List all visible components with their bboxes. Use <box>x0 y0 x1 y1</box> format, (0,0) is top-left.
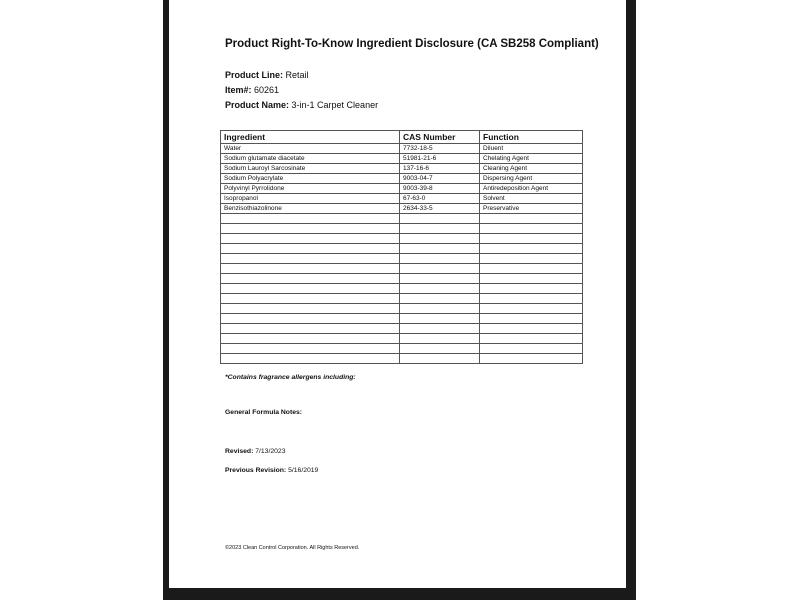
ingredient-cell: Isopropanol <box>221 194 400 204</box>
empty-table-row <box>221 344 583 354</box>
product-name-row <box>225 100 378 110</box>
table-row <box>221 194 583 204</box>
empty-cell <box>400 334 480 344</box>
table-header-row <box>221 131 583 144</box>
ingredient-cell: Sodium glutamate diacetate <box>221 154 400 164</box>
empty-cell <box>480 314 583 324</box>
page-frame-right <box>626 0 636 600</box>
empty-cell <box>400 214 480 224</box>
empty-cell <box>480 274 583 284</box>
empty-cell <box>221 304 400 314</box>
empty-cell <box>221 244 400 254</box>
function-cell: Antiredeposition Agent <box>480 184 583 194</box>
empty-table-row <box>221 304 583 314</box>
ingredient-cell: Sodium Lauroyl Sarcosinate <box>221 164 400 174</box>
cas-number-cell: 2634-33-5 <box>400 204 480 214</box>
cas-number-cell: 7732-18-5 <box>400 144 480 154</box>
empty-cell <box>400 254 480 264</box>
copyright-footer: ©2023 Clean Control Corporation. All Rights Reserved. <box>225 545 360 551</box>
function-cell: Chelating Agent <box>480 154 583 164</box>
empty-table-row <box>221 214 583 224</box>
empty-table-row <box>221 354 583 364</box>
empty-cell <box>480 264 583 274</box>
function-cell: Preservative <box>480 204 583 214</box>
table-row <box>221 184 583 194</box>
previous-revision-date: 5/16/2019 <box>288 467 319 474</box>
empty-cell <box>480 304 583 314</box>
empty-cell <box>400 264 480 274</box>
empty-table-row <box>221 224 583 234</box>
ingredient-cell: Water <box>221 144 400 154</box>
empty-table-row <box>221 334 583 344</box>
product-name-label: Product Name: <box>225 100 290 110</box>
empty-cell <box>221 264 400 274</box>
empty-cell <box>480 284 583 294</box>
revised-row <box>225 448 285 455</box>
header-function: Function <box>480 131 583 144</box>
document-page <box>169 0 626 588</box>
empty-cell <box>221 324 400 334</box>
table-row <box>221 174 583 184</box>
revised-label: Revised: <box>225 448 254 455</box>
empty-cell <box>400 344 480 354</box>
empty-cell <box>400 224 480 234</box>
table-row <box>221 154 583 164</box>
cas-number-cell: 9003-04-7 <box>400 174 480 184</box>
empty-cell <box>400 304 480 314</box>
product-line-value: Retail <box>285 70 309 80</box>
empty-cell <box>221 314 400 324</box>
product-name-value: 3-in-1 Carpet Cleaner <box>291 100 379 110</box>
cas-number-cell: 9003-39-8 <box>400 184 480 194</box>
empty-cell <box>400 234 480 244</box>
table-row <box>221 144 583 154</box>
empty-cell <box>480 214 583 224</box>
empty-table-row <box>221 274 583 284</box>
empty-table-row <box>221 254 583 264</box>
empty-cell <box>221 274 400 284</box>
ingredient-table-body <box>221 144 583 364</box>
function-cell: Solvent <box>480 194 583 204</box>
empty-cell <box>221 334 400 344</box>
empty-cell <box>480 354 583 364</box>
item-number-label: Item#: <box>225 85 252 95</box>
ingredient-table <box>220 130 583 364</box>
product-line-row <box>225 70 309 80</box>
previous-revision-label: Previous Revision: <box>225 467 287 474</box>
function-cell: Diluent <box>480 144 583 154</box>
empty-cell <box>480 254 583 264</box>
empty-table-row <box>221 264 583 274</box>
function-cell: Dispersing Agent <box>480 174 583 184</box>
empty-cell <box>400 314 480 324</box>
empty-cell <box>400 274 480 284</box>
empty-cell <box>221 344 400 354</box>
empty-cell <box>480 244 583 254</box>
table-row <box>221 164 583 174</box>
item-number-value: 60261 <box>254 85 280 95</box>
ingredient-cell: Polyvinyl Pyrrolidone <box>221 184 400 194</box>
empty-cell <box>221 224 400 234</box>
page-frame-bottom <box>163 588 636 600</box>
empty-cell <box>221 254 400 264</box>
ingredient-cell: Benzisothiazolinone <box>221 204 400 214</box>
revised-date: 7/13/2023 <box>255 448 286 455</box>
function-cell: Cleaning Agent <box>480 164 583 174</box>
document-title: Product Right-To-Know Ingredient Disclosure (CA SB258 Compliant) <box>225 38 599 50</box>
empty-cell <box>480 294 583 304</box>
table-row <box>221 204 583 214</box>
empty-table-row <box>221 234 583 244</box>
header-ingredient: Ingredient <box>221 131 400 144</box>
empty-cell <box>400 354 480 364</box>
empty-cell <box>221 284 400 294</box>
empty-cell <box>480 224 583 234</box>
cas-number-cell: 67-63-0 <box>400 194 480 204</box>
item-number-row <box>225 85 279 95</box>
empty-cell <box>221 294 400 304</box>
empty-table-row <box>221 314 583 324</box>
empty-table-row <box>221 244 583 254</box>
empty-cell <box>221 354 400 364</box>
header-cas-number: CAS Number <box>400 131 480 144</box>
empty-cell <box>400 284 480 294</box>
empty-cell <box>480 334 583 344</box>
formula-notes-label: General Formula Notes: <box>225 409 303 416</box>
empty-cell <box>480 344 583 354</box>
previous-revision-row <box>225 467 318 474</box>
empty-cell <box>221 214 400 224</box>
empty-cell <box>400 244 480 254</box>
product-line-label: Product Line: <box>225 70 283 80</box>
empty-table-row <box>221 284 583 294</box>
empty-cell <box>221 234 400 244</box>
ingredient-cell: Sodium Polyacrylate <box>221 174 400 184</box>
empty-cell <box>400 294 480 304</box>
empty-table-row <box>221 294 583 304</box>
empty-cell <box>480 324 583 334</box>
cas-number-cell: 51981-21-6 <box>400 154 480 164</box>
empty-cell <box>480 234 583 244</box>
fragrance-note: *Contains fragrance allergens including: <box>225 374 356 381</box>
empty-table-row <box>221 324 583 334</box>
cas-number-cell: 137-16-6 <box>400 164 480 174</box>
empty-cell <box>400 324 480 334</box>
